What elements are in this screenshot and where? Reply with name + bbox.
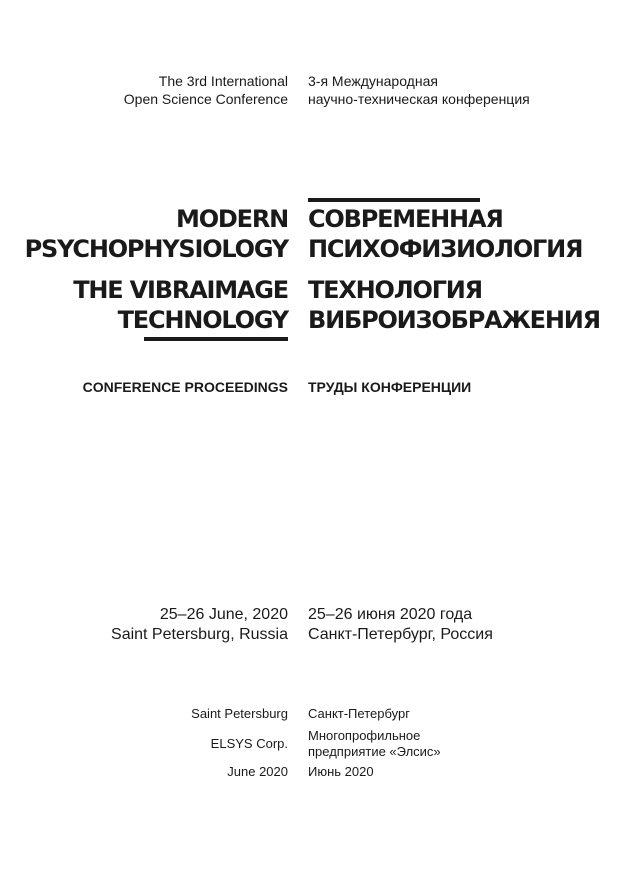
event-line: Saint Petersburg, Russia (111, 626, 288, 643)
title-line: ВИБРОИЗОБРАЖЕНИЯ (308, 306, 600, 334)
proceedings-label-en: CONFERENCE PROCEEDINGS (82, 379, 288, 395)
event-date-place-ru (308, 605, 493, 645)
publisher-ru-line: предприятие «Элсис» (308, 744, 441, 759)
title-rule-top (308, 198, 480, 202)
event-date-place-en (111, 605, 288, 645)
conference-name-en (124, 72, 288, 108)
publisher-ru-line: Многопрофильное (308, 728, 421, 743)
publication-city-en: Saint Petersburg (191, 706, 288, 721)
publisher-en: ELSYS Corp. (210, 736, 288, 751)
title-line: TECHNOLOGY (117, 306, 288, 334)
title-vibraimage-en (73, 275, 288, 335)
conference-name-ru (308, 72, 530, 108)
title-line: ТЕХНОЛОГИЯ (308, 276, 482, 304)
publication-date-ru: Июнь 2020 (308, 764, 374, 779)
event-line: 25–26 июня 2020 года (308, 606, 473, 623)
conference-name-ru-line: 3-я Международная (308, 73, 438, 89)
title-vibraimage-ru (308, 275, 600, 335)
publisher-ru (308, 728, 441, 760)
publication-date-en: June 2020 (227, 764, 288, 779)
title-line: PSYCHOPHYSIOLOGY (24, 235, 288, 263)
title-modern-psychophysiology-en (25, 204, 288, 264)
proceedings-label-ru: ТРУДЫ КОНФЕРЕНЦИИ (308, 379, 472, 395)
title-modern-psychophysiology-ru (308, 204, 582, 264)
publication-city-ru: Санкт-Петербург (308, 706, 410, 721)
conference-name-en-line: The 3rd International (158, 73, 288, 89)
conference-name-en-line: Open Science Conference (123, 91, 288, 107)
conference-name-ru-line: научно-техническая конференция (308, 91, 530, 107)
event-line: Санкт-Петербург, Россия (308, 626, 493, 643)
title-line: ПСИХОФИЗИОЛОГИЯ (308, 235, 583, 263)
event-line: 25–26 June, 2020 (159, 606, 288, 623)
title-line: СОВРЕМЕННАЯ (308, 205, 503, 233)
title-rule-bottom (144, 337, 288, 341)
title-line: MODERN (176, 205, 288, 233)
title-line: THE VIBRAIMAGE (73, 276, 288, 304)
